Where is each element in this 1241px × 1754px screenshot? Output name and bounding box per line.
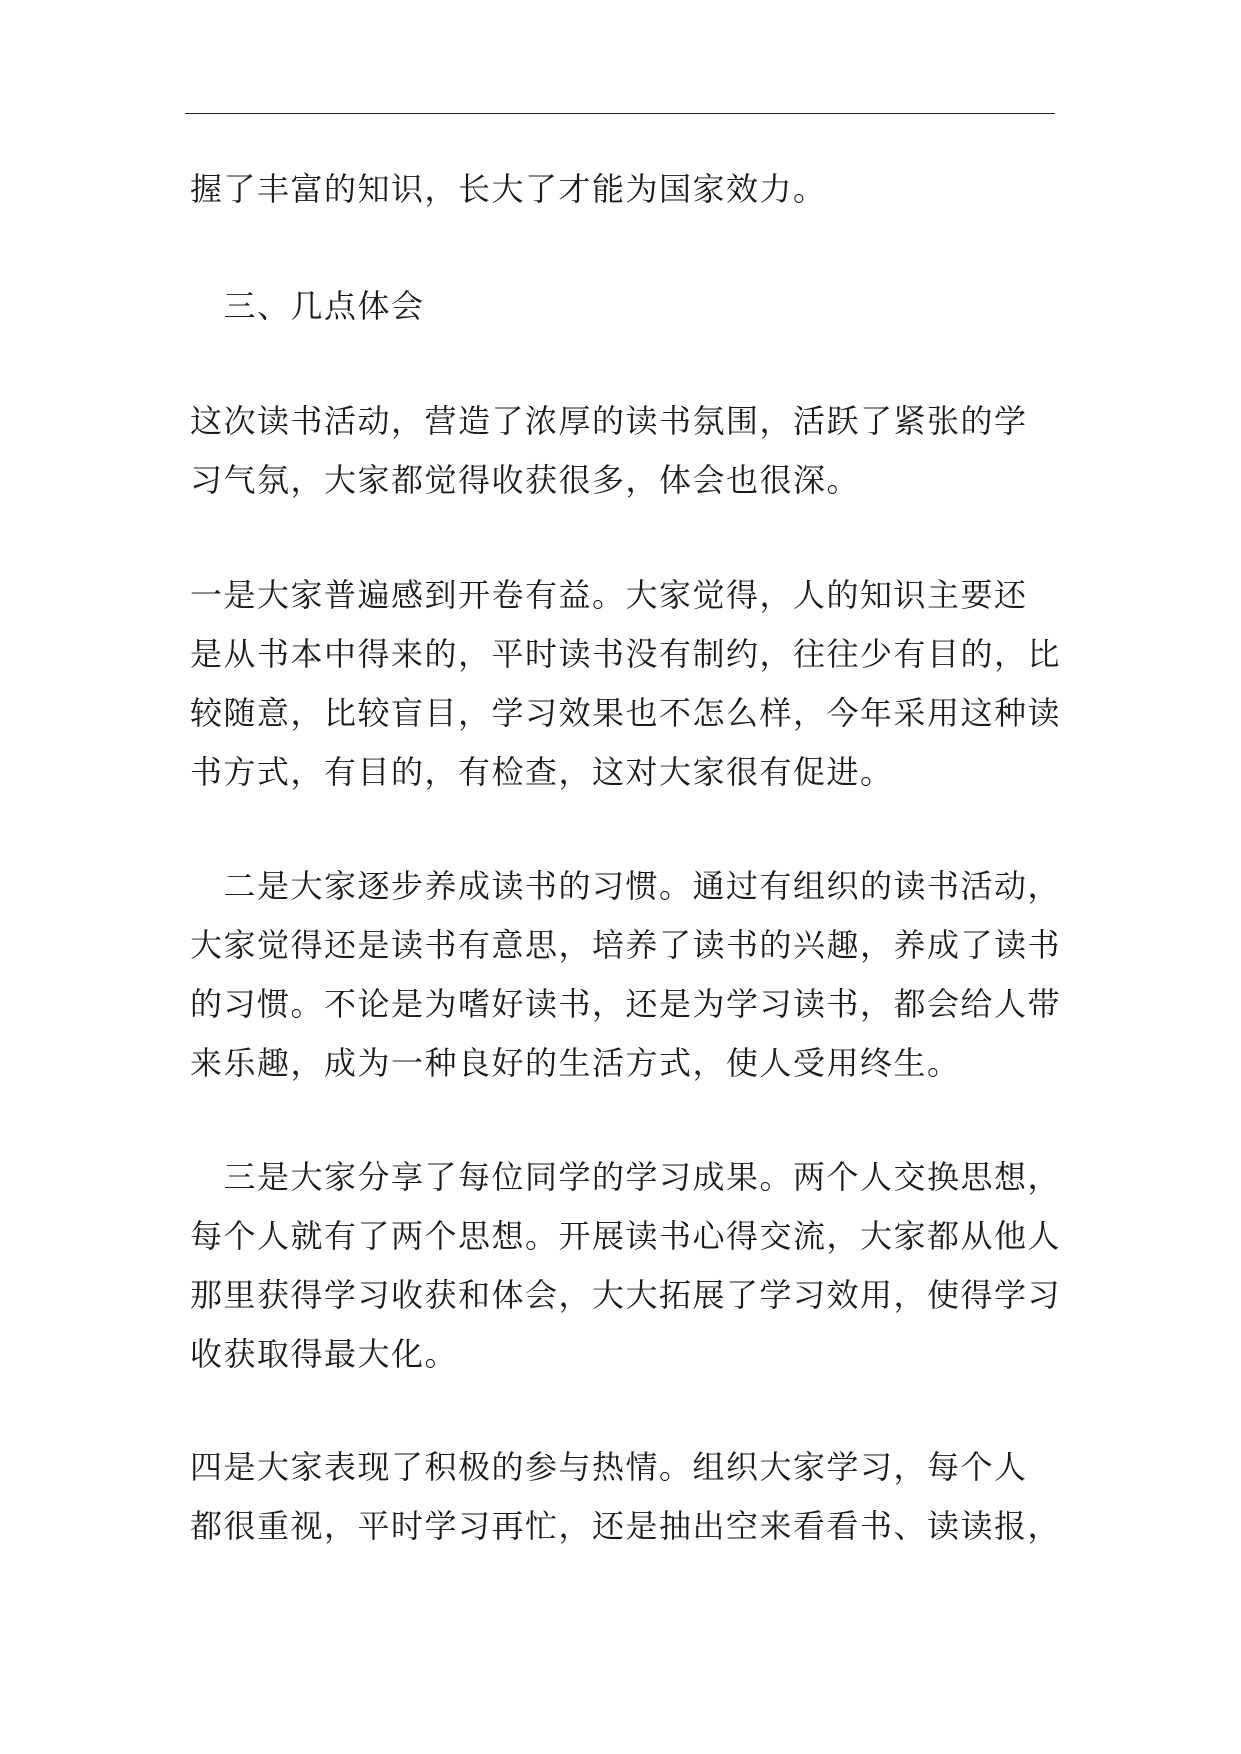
text-line: 大家觉得还是读书有意思，培养了读书的兴趣，养成了读书 xyxy=(190,926,1062,964)
text-line: 三是大家分享了每位同学的学习成果。两个人交换思想， xyxy=(190,1158,1062,1196)
text-line: 收获取得最大化。 xyxy=(190,1335,459,1373)
text-line: 四是大家表现了积极的参与热情。组织大家学习，每个人 xyxy=(190,1448,1028,1486)
paragraph-point-four xyxy=(190,1438,1060,1556)
text-line: 三、几点体会 xyxy=(190,287,425,325)
text-line: 一是大家普遍感到开卷有益。大家觉得，人的知识主要还 xyxy=(190,576,1028,614)
text-line: 较随意，比较盲目，学习效果也不怎么样，今年采用这种读 xyxy=(190,694,1062,732)
text-line: 那里获得学习收获和体会，大大拓展了学习效用，使得学习 xyxy=(190,1276,1062,1314)
paragraph-point-one xyxy=(190,566,1060,802)
text-line: 来乐趣，成为一种良好的生活方式，使人受用终生。 xyxy=(190,1044,961,1082)
text-line: 书方式，有目的，有检查，这对大家很有促进。 xyxy=(190,753,894,791)
header-rule xyxy=(185,113,1055,114)
section-heading xyxy=(190,277,1060,336)
text-line: 的习惯。不论是为嗜好读书，还是为学习读书，都会给人带 xyxy=(190,985,1062,1023)
text-line: 握了丰富的知识，长大了才能为国家效力。 xyxy=(190,170,827,208)
paragraph-point-three xyxy=(190,1148,1060,1384)
text-line: 每个人就有了两个思想。开展读书心得交流，大家都从他人 xyxy=(190,1217,1062,1255)
paragraph-point-two xyxy=(190,857,1060,1093)
paragraph-intro xyxy=(190,392,1060,510)
text-line: 习气氛，大家都觉得收获很多，体会也很深。 xyxy=(190,461,861,499)
text-line: 二是大家逐步养成读书的习惯。通过有组织的读书活动， xyxy=(190,867,1062,905)
text-line: 这次读书活动，营造了浓厚的读书氛围，活跃了紧张的学 xyxy=(190,402,1028,440)
paragraph-continuation xyxy=(190,160,1060,219)
text-line: 是从书本中得来的，平时读书没有制约，往往少有目的，比 xyxy=(190,635,1062,673)
text-line: 都很重视，平时学习再忙，还是抽出空来看看书、读读报， xyxy=(190,1507,1062,1545)
